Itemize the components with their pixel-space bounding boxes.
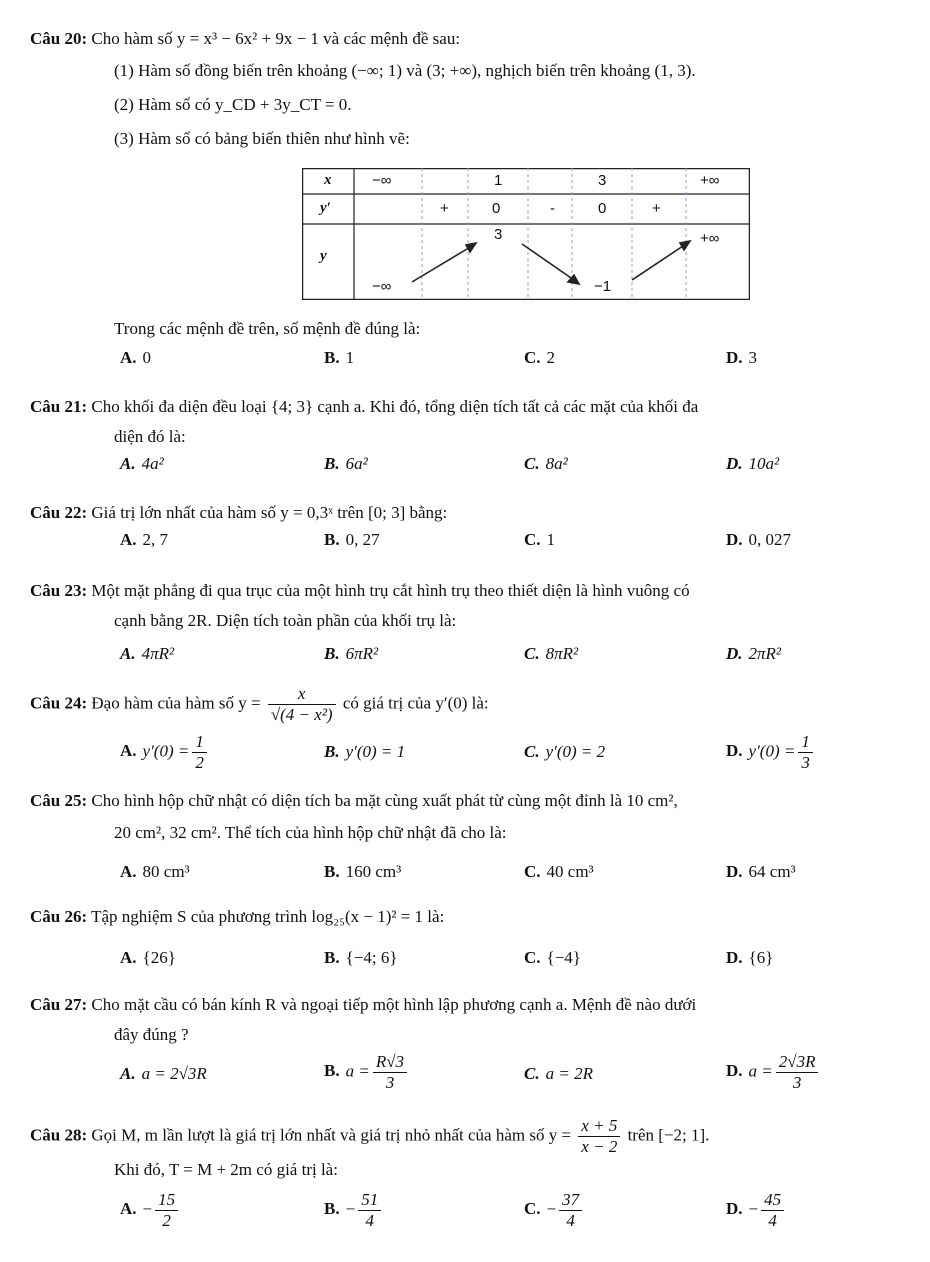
question-25: Câu 25: Cho hình hộp chữ nhật có diện tích ba mặt cùng xuất phát từ cùng một đỉnh là 10 cm², 20 cm², 32 cm². Thể tích của hình hộp chữ nhật đã cho là:	[30, 791, 678, 842]
statement-1: (1) Hàm số đồng biến trên khoảng (−∞; 1) và (3; +∞), nghịch biến trên khoảng (1, 3).	[114, 61, 696, 80]
option-c[interactable]: C. {−4}	[524, 948, 581, 967]
options-27	[120, 1052, 910, 1100]
question-24: Câu 24: Đạo hàm của hàm số y = $\frac{x}{\text{√(4 − x²)}}$ có giá trị của y′(0) là:	[30, 684, 489, 724]
question-number: Câu 20:	[30, 29, 88, 48]
option-b[interactable]: B. 0, 27	[324, 530, 380, 549]
fraction: $\frac{x}{\text{√(4 − x²)}}$	[268, 684, 336, 725]
question-number: Câu 22:	[30, 503, 88, 522]
option-b[interactable]: B. y′(0) = 1	[324, 742, 406, 761]
option-d[interactable]: D. 0, 027	[726, 530, 792, 549]
x-label: x	[324, 172, 332, 188]
question-21: Câu 21: Cho khối đa diện đều loại {4; 3} cạnh a. Khi đó, tổng diện tích tất cả các mặt của khối đa diện đó là:	[30, 397, 699, 446]
option-c[interactable]: C. y′(0) = 2	[524, 742, 606, 761]
option-b[interactable]: B. 1	[324, 348, 355, 367]
option-b[interactable]: B. 6a²	[324, 454, 368, 473]
option-d[interactable]: D. − $\frac{45}{4}$	[726, 1190, 787, 1231]
increase-arrow-2	[632, 244, 686, 280]
option-a[interactable]: A. 4πR²	[120, 644, 175, 663]
option-a[interactable]: A. y′(0) = $\frac{1}{2}$	[120, 732, 210, 773]
option-c[interactable]: C. 8πR²	[524, 644, 579, 663]
option-c[interactable]: C. a = 2R	[524, 1064, 593, 1083]
option-d[interactable]: D. 10a²	[726, 454, 780, 473]
option-c[interactable]: C. 1	[524, 530, 556, 549]
option-a[interactable]: A. 0	[120, 348, 152, 367]
option-d[interactable]: D. y′(0) = $\frac{1}{3}$	[726, 732, 816, 773]
option-c[interactable]: C. 2	[524, 348, 556, 367]
variation-table-grid	[302, 168, 750, 300]
option-d[interactable]: D. {6}	[726, 948, 774, 967]
question-number: Câu 28:	[30, 1125, 88, 1145]
question-stem: Cho hàm số y = x³ − 6x² + 9x − 1 và các mệnh đề sau:	[91, 29, 461, 48]
question-22	[30, 500, 905, 526]
y-value: 3	[494, 226, 503, 243]
option-a[interactable]: A. − $\frac{15}{2}$	[120, 1190, 181, 1231]
option-a[interactable]: A. a = 2√3R	[120, 1064, 207, 1083]
option-b[interactable]: B. − $\frac{51}{4}$	[324, 1190, 384, 1231]
option-d[interactable]: D. 3	[726, 348, 758, 367]
sign: 0	[598, 200, 607, 217]
yprime-label: y′	[320, 200, 331, 216]
question-number: Câu 21:	[30, 397, 88, 416]
question-stem: Cho hình hộp chữ nhật có diện tích ba mặt cùng xuất phát từ cùng một đỉnh là 10 cm²,	[91, 791, 678, 810]
question-20	[30, 26, 905, 152]
question-stem: Giá trị lớn nhất của hàm số y = 0,3ˣ trên [0; 3] bằng:	[91, 503, 448, 522]
sign: +	[652, 200, 661, 217]
question-26	[30, 904, 905, 930]
question-stem: Một mặt phẳng đi qua trục của một hình trụ cắt hình trụ theo thiết diện là hình vuông có	[91, 581, 690, 600]
option-b[interactable]: B. {−4; 6}	[324, 948, 398, 967]
question-number: Câu 27:	[30, 995, 88, 1014]
options-24	[120, 732, 910, 776]
x-value: 1	[494, 172, 503, 189]
question-23: Câu 23: Một mặt phẳng đi qua trục của một hình trụ cắt hình trụ theo thiết diện là hình vuông có cạnh bằng 2R. Diện tích toàn phần của khối trụ là:	[30, 581, 690, 630]
option-c[interactable]: C. 40 cm³	[524, 862, 594, 881]
question-number: Câu 26:	[30, 907, 88, 926]
option-c[interactable]: C. − $\frac{37}{4}$	[524, 1190, 585, 1231]
x-value: 3	[598, 172, 607, 189]
option-a[interactable]: A. 4a²	[120, 454, 164, 473]
y-value: −∞	[372, 278, 392, 295]
option-a[interactable]: A. 2, 7	[120, 530, 169, 549]
option-b[interactable]: B. 160 cm³	[324, 862, 402, 881]
x-value: −∞	[372, 172, 392, 189]
question-stem: Cho khối đa diện đều loại {4; 3} cạnh a. Khi đó, tổng diện tích tất cả các mặt của khối đa	[91, 397, 699, 416]
options-23	[120, 644, 910, 674]
options-28	[120, 1190, 910, 1238]
question-27: Câu 27: Cho mặt cầu có bán kính R và ngoại tiếp một hình lập phương cạnh a. Mệnh đề nào dưới đây đúng ?	[30, 995, 697, 1044]
option-c[interactable]: C. 8a²	[524, 454, 568, 473]
question-number: Câu 23:	[30, 581, 88, 600]
sign: 0	[492, 200, 501, 217]
y-label: y	[320, 248, 327, 264]
variation-table	[302, 168, 750, 300]
y-value: −1	[594, 278, 612, 295]
question-number: Câu 24:	[30, 693, 88, 713]
y-value: +∞	[700, 230, 720, 247]
option-b[interactable]: B. 6πR²	[324, 644, 379, 663]
option-d[interactable]: D. 2πR²	[726, 644, 782, 663]
x-value: +∞	[700, 172, 720, 189]
decrease-arrow	[522, 244, 574, 280]
increase-arrow-1	[412, 246, 472, 282]
question-number: Câu 25:	[30, 791, 88, 810]
question-28: Câu 28: Gọi M, m lần lượt là giá trị lớn nhất và giá trị nhỏ nhất của hàm số y = $\frac{x + 5}{x - 2}$ trên [−2; 1]. Khi đó, T = M + 2m có giá trị là:	[30, 1116, 710, 1179]
fraction: $\frac{x + 5}{x - 2}$	[578, 1116, 620, 1157]
option-a[interactable]: A. 80 cm³	[120, 862, 190, 881]
option-b[interactable]: B. a = $\frac{R√3}{3}$	[324, 1052, 410, 1093]
sign: +	[440, 200, 449, 217]
options-20	[120, 348, 910, 378]
options-22	[120, 530, 910, 560]
options-21	[120, 454, 910, 484]
options-26	[120, 948, 910, 978]
question-stem: Tập nghiệm S của phương trình log₂₅(x − 1)² = 1 là:	[91, 907, 445, 926]
question-stem: Cho mặt cầu có bán kính R và ngoại tiếp một hình lập phương cạnh a. Mệnh đề nào dưới	[91, 995, 697, 1014]
options-25	[120, 862, 910, 892]
statement-3: (3) Hàm số có bảng biến thiên như hình vẽ:	[114, 129, 410, 148]
question-20-prompt: Trong các mệnh đề trên, số mệnh đề đúng là:	[114, 319, 421, 338]
sign: -	[550, 200, 555, 217]
option-a[interactable]: A. {26}	[120, 948, 176, 967]
option-d[interactable]: D. a = $\frac{2√3R}{3}$	[726, 1052, 821, 1093]
statement-2: (2) Hàm số có y_CD + 3y_CT = 0.	[114, 95, 352, 114]
option-d[interactable]: D. 64 cm³	[726, 862, 796, 881]
